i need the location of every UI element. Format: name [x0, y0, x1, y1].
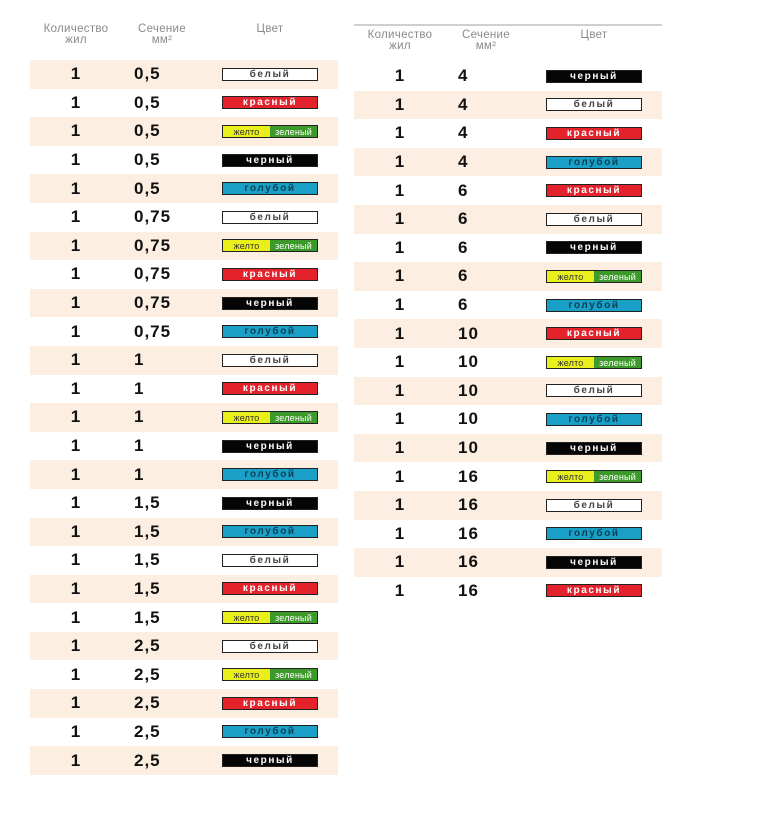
table-row	[30, 746, 338, 775]
table-row	[30, 289, 338, 318]
color-cell	[202, 611, 338, 624]
cross-section: 2,5	[134, 664, 161, 684]
cross-section: 2,5	[134, 693, 161, 713]
left-cable-table	[30, 24, 338, 775]
color-cell	[526, 70, 662, 83]
table-row	[30, 203, 338, 232]
right-table-body	[354, 62, 662, 605]
swatch-label: красный	[242, 97, 298, 109]
table-row	[354, 520, 662, 549]
swatch-label: красный	[566, 585, 622, 597]
cross-section: 16	[458, 523, 479, 543]
swatch-label-green: зеленый	[270, 412, 317, 423]
table-row	[354, 405, 662, 434]
table-row	[354, 377, 662, 406]
core-count: 1	[394, 66, 406, 86]
section-header-line1: Сечение	[462, 29, 510, 41]
left-table-header	[30, 24, 338, 60]
cross-section: 10	[458, 380, 479, 400]
table-row	[354, 348, 662, 377]
color-swatch-white	[222, 354, 318, 367]
section-header	[446, 30, 526, 52]
table-row	[354, 91, 662, 120]
color-swatch-blue	[222, 325, 318, 338]
core-count: 1	[70, 607, 82, 627]
core-count: 1	[70, 407, 82, 427]
color-cell	[202, 497, 338, 510]
table-row	[30, 146, 338, 175]
table-row	[354, 577, 662, 606]
color-cell	[526, 213, 662, 226]
color-cell	[526, 556, 662, 569]
color-swatch-red	[222, 582, 318, 595]
table-row	[30, 660, 338, 689]
table-row	[30, 232, 338, 261]
cross-section: 4	[458, 94, 469, 114]
color-swatch-red	[546, 127, 642, 140]
color-swatch-black	[546, 241, 642, 254]
color-cell	[202, 411, 338, 424]
swatch-label: голубой	[244, 726, 296, 738]
cross-section: 10	[458, 352, 479, 372]
core-count: 1	[394, 466, 406, 486]
color-swatch-yellow-green	[546, 470, 642, 483]
color-swatch-white	[546, 213, 642, 226]
cross-section: 2,5	[134, 750, 161, 770]
swatch-label: белый	[249, 640, 291, 652]
color-cell	[202, 440, 338, 453]
cross-section: 1,5	[134, 521, 161, 541]
core-count: 1	[70, 664, 82, 684]
cross-section: 1,5	[134, 578, 161, 598]
qty-header-line1: Количество	[367, 29, 433, 41]
table-row	[30, 260, 338, 289]
cross-section: 16	[458, 580, 479, 600]
qty-header-line2: жил	[65, 34, 87, 46]
left-table-body	[30, 60, 338, 775]
cross-section: 1,5	[134, 607, 161, 627]
color-swatch-white	[222, 68, 318, 81]
right-cable-table	[354, 24, 662, 605]
core-count: 1	[394, 94, 406, 114]
table-row	[30, 460, 338, 489]
color-cell	[526, 270, 662, 283]
swatch-label-yellow: желто	[547, 271, 594, 282]
color-swatch-red	[546, 584, 642, 597]
color-swatch-black	[222, 154, 318, 167]
cross-section: 1	[134, 436, 145, 456]
color-cell	[202, 382, 338, 395]
color-swatch-blue	[222, 725, 318, 738]
color-cell	[202, 468, 338, 481]
swatch-label-yellow: желто	[223, 612, 270, 623]
color-swatch-blue	[222, 525, 318, 538]
color-cell	[526, 384, 662, 397]
core-count: 1	[70, 721, 82, 741]
core-count: 1	[394, 180, 406, 200]
color-swatch-red	[222, 382, 318, 395]
swatch-label: голубой	[244, 326, 296, 338]
cross-section: 6	[458, 266, 469, 286]
cross-section: 1	[134, 350, 145, 370]
core-count: 1	[394, 209, 406, 229]
color-swatch-yellow-green	[222, 411, 318, 424]
core-count: 1	[394, 409, 406, 429]
cross-section: 1	[134, 407, 145, 427]
color-swatch-red	[546, 327, 642, 340]
color-cell	[202, 297, 338, 310]
cross-section: 6	[458, 180, 469, 200]
color-cell	[202, 582, 338, 595]
color-swatch-white	[222, 554, 318, 567]
swatch-label: черный	[570, 242, 618, 254]
cross-section: 0,5	[134, 178, 161, 198]
color-swatch-black	[222, 440, 318, 453]
cross-section: 10	[458, 438, 479, 458]
color-cell	[526, 413, 662, 426]
cross-section: 16	[458, 552, 479, 572]
core-count: 1	[394, 523, 406, 543]
swatch-label: голубой	[244, 526, 296, 538]
cross-section: 4	[458, 66, 469, 86]
core-count: 1	[70, 493, 82, 513]
swatch-label: белый	[573, 499, 615, 511]
color-cell	[202, 268, 338, 281]
color-swatch-yellow-green	[222, 125, 318, 138]
swatch-label-green: зеленый	[270, 240, 317, 251]
color-swatch-red	[222, 268, 318, 281]
color-cell	[202, 697, 338, 710]
cross-section: 0,75	[134, 207, 172, 227]
color-swatch-white	[546, 499, 642, 512]
core-count: 1	[394, 552, 406, 572]
table-row	[30, 403, 338, 432]
color-header-label: Цвет	[256, 23, 284, 35]
swatch-label-green: зеленый	[594, 271, 641, 282]
swatch-label-yellow: желто	[223, 669, 270, 680]
swatch-label: белый	[249, 211, 291, 223]
table-row	[30, 632, 338, 661]
cross-section: 0,5	[134, 92, 161, 112]
core-count: 1	[70, 293, 82, 313]
table-row	[30, 546, 338, 575]
color-cell	[202, 325, 338, 338]
color-swatch-white	[546, 98, 642, 111]
color-header-label: Цвет	[580, 29, 608, 41]
color-cell	[526, 499, 662, 512]
color-swatch-black	[222, 497, 318, 510]
table-row	[30, 89, 338, 118]
color-swatch-white	[222, 640, 318, 653]
cross-section: 2,5	[134, 721, 161, 741]
table-row	[354, 434, 662, 463]
color-swatch-blue	[222, 468, 318, 481]
cross-section: 0,5	[134, 64, 161, 84]
swatch-label: красный	[242, 268, 298, 280]
core-count: 1	[70, 207, 82, 227]
swatch-label: красный	[566, 127, 622, 139]
color-swatch-blue	[546, 413, 642, 426]
swatch-label: голубой	[568, 413, 620, 425]
swatch-label: белый	[573, 99, 615, 111]
color-swatch-blue	[222, 182, 318, 195]
table-row	[354, 62, 662, 91]
color-cell	[202, 125, 338, 138]
color-swatch-yellow-green	[222, 239, 318, 252]
color-swatch-yellow-green	[546, 356, 642, 369]
table-row	[30, 346, 338, 375]
swatch-label-yellow: желто	[223, 126, 270, 137]
color-cell	[202, 211, 338, 224]
swatch-label-green: зеленый	[594, 357, 641, 368]
core-count: 1	[70, 264, 82, 284]
color-swatch-yellow-green	[222, 611, 318, 624]
core-count: 1	[394, 123, 406, 143]
color-swatch-white	[222, 211, 318, 224]
table-row	[354, 291, 662, 320]
section-header	[122, 24, 202, 46]
qty-header-line2: жил	[389, 40, 411, 52]
swatch-label: черный	[246, 497, 294, 509]
core-count: 1	[70, 378, 82, 398]
table-row	[30, 718, 338, 747]
core-count: 1	[70, 464, 82, 484]
table-row	[30, 174, 338, 203]
color-cell	[202, 182, 338, 195]
table-row	[354, 319, 662, 348]
color-swatch-yellow-green	[546, 270, 642, 283]
cross-section: 0,5	[134, 121, 161, 141]
qty-header	[354, 30, 446, 52]
table-row	[30, 603, 338, 632]
cross-section: 4	[458, 152, 469, 172]
section-header-line2: мм²	[475, 40, 497, 52]
color-cell	[526, 299, 662, 312]
table-row	[354, 462, 662, 491]
cross-section: 4	[458, 123, 469, 143]
swatch-label: белый	[573, 213, 615, 225]
swatch-label: красный	[566, 185, 622, 197]
table-row	[354, 262, 662, 291]
swatch-label: белый	[249, 554, 291, 566]
color-swatch-black	[546, 442, 642, 455]
swatch-label: белый	[249, 354, 291, 366]
color-cell	[202, 668, 338, 681]
table-row	[354, 119, 662, 148]
table-row	[354, 491, 662, 520]
core-count: 1	[394, 295, 406, 315]
table-row	[30, 489, 338, 518]
core-count: 1	[394, 323, 406, 343]
core-count: 1	[70, 235, 82, 255]
table-row	[30, 432, 338, 461]
color-cell	[526, 98, 662, 111]
swatch-label: голубой	[568, 156, 620, 168]
table-row	[30, 117, 338, 146]
section-header-line1: Сечение	[138, 23, 186, 35]
color-swatch-blue	[546, 156, 642, 169]
color-cell	[202, 68, 338, 81]
core-count: 1	[70, 521, 82, 541]
table-row	[30, 375, 338, 404]
table-row	[30, 60, 338, 89]
core-count: 1	[394, 152, 406, 172]
color-cell	[526, 442, 662, 455]
swatch-label: черный	[246, 440, 294, 452]
color-swatch-black	[222, 297, 318, 310]
core-count: 1	[394, 380, 406, 400]
core-count: 1	[70, 64, 82, 84]
cross-section: 6	[458, 209, 469, 229]
color-cell	[202, 725, 338, 738]
core-count: 1	[394, 237, 406, 257]
color-cell	[526, 127, 662, 140]
qty-header-line1: Количество	[43, 23, 109, 35]
table-row	[30, 317, 338, 346]
swatch-label-green: зеленый	[270, 612, 317, 623]
core-count: 1	[70, 178, 82, 198]
core-count: 1	[70, 550, 82, 570]
right-table-header	[354, 30, 662, 62]
swatch-label: красный	[242, 583, 298, 595]
core-count: 1	[70, 321, 82, 341]
core-count: 1	[70, 121, 82, 141]
core-count: 1	[70, 350, 82, 370]
color-cell	[526, 527, 662, 540]
color-cell	[202, 754, 338, 767]
cross-section: 6	[458, 295, 469, 315]
swatch-label: белый	[249, 68, 291, 80]
table-row	[354, 148, 662, 177]
table-row	[354, 548, 662, 577]
cross-section: 1,5	[134, 493, 161, 513]
cross-section: 0,75	[134, 293, 172, 313]
qty-header	[30, 24, 122, 46]
color-cell	[202, 354, 338, 367]
swatch-label-green: зеленый	[270, 669, 317, 680]
table-row	[30, 575, 338, 604]
core-count: 1	[70, 92, 82, 112]
color-swatch-red	[546, 184, 642, 197]
right-table-top-rule	[354, 24, 662, 26]
cross-section: 6	[458, 237, 469, 257]
swatch-label: черный	[570, 70, 618, 82]
core-count: 1	[394, 580, 406, 600]
core-count: 1	[70, 636, 82, 656]
cross-section: 1	[134, 464, 145, 484]
swatch-label: черный	[246, 755, 294, 767]
swatch-label: красный	[566, 328, 622, 340]
color-swatch-blue	[546, 527, 642, 540]
cross-section: 16	[458, 466, 479, 486]
color-swatch-white	[546, 384, 642, 397]
color-swatch-yellow-green	[222, 668, 318, 681]
color-swatch-black	[546, 70, 642, 83]
color-cell	[526, 184, 662, 197]
table-row	[30, 518, 338, 547]
color-cell	[526, 327, 662, 340]
core-count: 1	[70, 150, 82, 170]
swatch-label-yellow: желто	[223, 412, 270, 423]
section-header-line2: мм²	[151, 34, 173, 46]
color-cell	[202, 554, 338, 567]
cross-section: 0,75	[134, 264, 172, 284]
core-count: 1	[70, 693, 82, 713]
swatch-label-yellow: желто	[547, 357, 594, 368]
swatch-label: голубой	[568, 528, 620, 540]
color-cell	[202, 640, 338, 653]
swatch-label: голубой	[244, 183, 296, 195]
color-cell	[202, 525, 338, 538]
swatch-label: черный	[570, 442, 618, 454]
color-swatch-blue	[546, 299, 642, 312]
cross-section: 0,75	[134, 321, 172, 341]
color-cell	[526, 356, 662, 369]
cross-section: 0,5	[134, 150, 161, 170]
cross-section: 16	[458, 495, 479, 515]
core-count: 1	[394, 495, 406, 515]
color-header	[526, 30, 662, 41]
swatch-label: черный	[570, 556, 618, 568]
core-count: 1	[70, 750, 82, 770]
swatch-label-green: зеленый	[594, 471, 641, 482]
color-swatch-red	[222, 697, 318, 710]
swatch-label: красный	[242, 697, 298, 709]
cross-section: 1	[134, 378, 145, 398]
swatch-label: черный	[246, 297, 294, 309]
table-row	[354, 205, 662, 234]
table-row	[30, 689, 338, 718]
core-count: 1	[70, 436, 82, 456]
swatch-label: белый	[573, 385, 615, 397]
color-swatch-red	[222, 96, 318, 109]
swatch-label-yellow: желто	[547, 471, 594, 482]
cross-section: 10	[458, 323, 479, 343]
swatch-label: голубой	[244, 469, 296, 481]
core-count: 1	[394, 352, 406, 372]
swatch-label: красный	[242, 383, 298, 395]
cross-section: 0,75	[134, 235, 172, 255]
color-header	[202, 24, 338, 35]
color-swatch-black	[222, 754, 318, 767]
swatch-label-green: зеленый	[270, 126, 317, 137]
cross-section: 2,5	[134, 636, 161, 656]
core-count: 1	[394, 266, 406, 286]
color-cell	[202, 96, 338, 109]
table-row	[354, 234, 662, 263]
core-count: 1	[70, 578, 82, 598]
cross-section: 1,5	[134, 550, 161, 570]
color-cell	[526, 470, 662, 483]
cross-section: 10	[458, 409, 479, 429]
swatch-label: черный	[246, 154, 294, 166]
color-cell	[202, 239, 338, 252]
color-cell	[526, 241, 662, 254]
color-cell	[526, 156, 662, 169]
color-swatch-black	[546, 556, 642, 569]
core-count: 1	[394, 438, 406, 458]
swatch-label-yellow: желто	[223, 240, 270, 251]
color-cell	[202, 154, 338, 167]
color-cell	[526, 584, 662, 597]
table-row	[354, 176, 662, 205]
swatch-label: голубой	[568, 299, 620, 311]
